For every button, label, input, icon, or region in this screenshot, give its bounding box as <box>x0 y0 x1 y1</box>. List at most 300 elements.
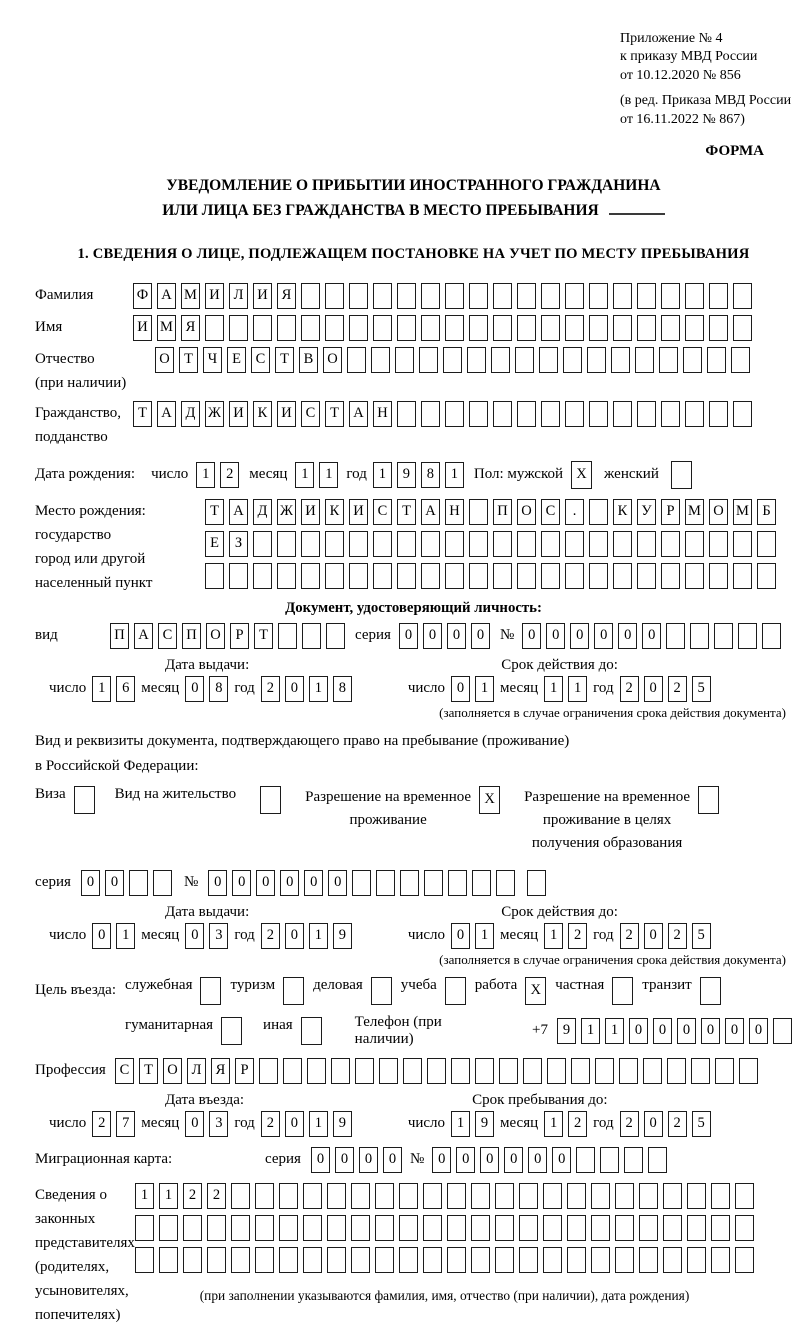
char-box[interactable]: 2 <box>261 1111 280 1137</box>
char-box[interactable] <box>613 401 632 427</box>
char-box[interactable]: 0 <box>304 870 323 896</box>
char-box[interactable]: Т <box>325 401 344 427</box>
char-box[interactable]: С <box>301 401 320 427</box>
char-box[interactable]: 0 <box>92 923 111 949</box>
char-box[interactable] <box>517 315 536 341</box>
char-box[interactable]: И <box>205 283 224 309</box>
char-box[interactable]: 0 <box>311 1147 330 1173</box>
char-box[interactable] <box>611 347 630 373</box>
char-box[interactable] <box>661 531 680 557</box>
char-box[interactable]: 6 <box>116 676 135 702</box>
char-box[interactable] <box>325 531 344 557</box>
char-box[interactable]: 0 <box>522 623 541 649</box>
char-box[interactable]: 1 <box>159 1183 178 1209</box>
char-box[interactable]: А <box>421 499 440 525</box>
char-box[interactable] <box>493 531 512 557</box>
char-box[interactable]: 1 <box>92 676 111 702</box>
char-box[interactable]: 1 <box>116 923 135 949</box>
char-box[interactable] <box>739 1058 758 1084</box>
char-box[interactable]: О <box>155 347 174 373</box>
char-box[interactable]: 2 <box>220 462 239 488</box>
char-box[interactable] <box>567 1247 586 1273</box>
char-box[interactable]: Я <box>181 315 200 341</box>
char-box[interactable]: 0 <box>642 623 661 649</box>
char-box[interactable] <box>278 623 297 649</box>
char-box[interactable]: 2 <box>183 1183 202 1209</box>
char-box[interactable]: С <box>373 499 392 525</box>
char-box[interactable] <box>624 1147 643 1173</box>
char-box[interactable] <box>325 315 344 341</box>
char-box[interactable] <box>253 563 272 589</box>
char-box[interactable] <box>253 315 272 341</box>
char-box[interactable] <box>375 1247 394 1273</box>
char-box[interactable]: У <box>637 499 656 525</box>
char-box[interactable] <box>711 1247 730 1273</box>
char-box[interactable]: 0 <box>528 1147 547 1173</box>
char-box[interactable] <box>399 1183 418 1209</box>
char-box[interactable] <box>711 1183 730 1209</box>
char-box[interactable] <box>231 1183 250 1209</box>
char-box[interactable]: И <box>349 499 368 525</box>
char-box[interactable]: 0 <box>383 1147 402 1173</box>
char-box[interactable]: 0 <box>185 923 204 949</box>
char-box[interactable] <box>423 1215 442 1241</box>
char-box[interactable]: Т <box>397 499 416 525</box>
char-box[interactable] <box>301 315 320 341</box>
char-box[interactable]: А <box>229 499 248 525</box>
char-box[interactable] <box>253 531 272 557</box>
char-box[interactable]: Л <box>187 1058 206 1084</box>
checkbox-cell[interactable]: X <box>479 786 500 814</box>
checkbox-cell[interactable] <box>371 977 392 1005</box>
char-box[interactable] <box>541 283 560 309</box>
char-box[interactable] <box>397 531 416 557</box>
char-box[interactable]: 0 <box>629 1018 648 1044</box>
char-box[interactable] <box>661 563 680 589</box>
char-box[interactable] <box>279 1215 298 1241</box>
char-box[interactable]: О <box>517 499 536 525</box>
char-box[interactable] <box>376 870 395 896</box>
char-box[interactable]: Ж <box>205 401 224 427</box>
char-box[interactable] <box>493 315 512 341</box>
char-box[interactable]: И <box>229 401 248 427</box>
char-box[interactable]: О <box>323 347 342 373</box>
char-box[interactable]: Р <box>661 499 680 525</box>
char-box[interactable]: Ч <box>203 347 222 373</box>
char-box[interactable]: Н <box>373 401 392 427</box>
char-box[interactable] <box>495 1183 514 1209</box>
char-box[interactable]: 0 <box>335 1147 354 1173</box>
char-box[interactable]: Р <box>230 623 249 649</box>
char-box[interactable] <box>427 1058 446 1084</box>
char-box[interactable]: 5 <box>692 923 711 949</box>
char-box[interactable]: 0 <box>644 1111 663 1137</box>
char-box[interactable] <box>709 283 728 309</box>
char-box[interactable] <box>687 1247 706 1273</box>
char-box[interactable]: 0 <box>359 1147 378 1173</box>
char-box[interactable] <box>153 870 172 896</box>
char-box[interactable]: 0 <box>504 1147 523 1173</box>
char-box[interactable] <box>541 315 560 341</box>
char-box[interactable] <box>499 1058 518 1084</box>
char-box[interactable] <box>773 1018 792 1044</box>
char-box[interactable] <box>467 347 486 373</box>
char-box[interactable]: 0 <box>256 870 275 896</box>
char-box[interactable]: Ж <box>277 499 296 525</box>
char-box[interactable]: 0 <box>644 923 663 949</box>
char-box[interactable]: Т <box>133 401 152 427</box>
char-box[interactable] <box>517 531 536 557</box>
char-box[interactable]: 0 <box>399 623 418 649</box>
char-box[interactable]: Я <box>211 1058 230 1084</box>
char-box[interactable]: 3 <box>209 1111 228 1137</box>
char-box[interactable] <box>303 1247 322 1273</box>
char-box[interactable] <box>539 347 558 373</box>
char-box[interactable] <box>685 563 704 589</box>
char-box[interactable]: А <box>157 283 176 309</box>
char-box[interactable] <box>685 531 704 557</box>
char-box[interactable]: 1 <box>605 1018 624 1044</box>
char-box[interactable]: 2 <box>261 923 280 949</box>
char-box[interactable] <box>757 531 776 557</box>
char-box[interactable]: 0 <box>447 623 466 649</box>
char-box[interactable] <box>663 1183 682 1209</box>
char-box[interactable] <box>421 283 440 309</box>
char-box[interactable]: 2 <box>620 1111 639 1137</box>
char-box[interactable]: Е <box>205 531 224 557</box>
char-box[interactable]: 0 <box>471 623 490 649</box>
char-box[interactable]: И <box>301 499 320 525</box>
char-box[interactable] <box>541 563 560 589</box>
char-box[interactable]: К <box>613 499 632 525</box>
char-box[interactable] <box>277 531 296 557</box>
char-box[interactable] <box>565 315 584 341</box>
char-box[interactable]: 2 <box>620 676 639 702</box>
char-box[interactable] <box>421 563 440 589</box>
char-box[interactable] <box>301 283 320 309</box>
char-box[interactable] <box>683 347 702 373</box>
char-box[interactable] <box>543 1215 562 1241</box>
char-box[interactable] <box>183 1247 202 1273</box>
char-box[interactable] <box>469 531 488 557</box>
char-box[interactable] <box>565 531 584 557</box>
char-box[interactable]: Е <box>227 347 246 373</box>
char-box[interactable] <box>327 1247 346 1273</box>
char-box[interactable] <box>349 315 368 341</box>
char-box[interactable] <box>349 563 368 589</box>
char-box[interactable]: 0 <box>185 676 204 702</box>
char-box[interactable] <box>541 401 560 427</box>
char-box[interactable] <box>229 563 248 589</box>
char-box[interactable] <box>589 315 608 341</box>
char-box[interactable] <box>424 870 443 896</box>
char-box[interactable] <box>231 1215 250 1241</box>
char-box[interactable]: К <box>253 401 272 427</box>
char-box[interactable] <box>515 347 534 373</box>
char-box[interactable] <box>543 1183 562 1209</box>
char-box[interactable] <box>517 283 536 309</box>
char-box[interactable] <box>576 1147 595 1173</box>
char-box[interactable]: А <box>157 401 176 427</box>
char-box[interactable] <box>349 283 368 309</box>
char-box[interactable] <box>351 1215 370 1241</box>
char-box[interactable] <box>735 1183 754 1209</box>
char-box[interactable] <box>541 531 560 557</box>
char-box[interactable] <box>472 870 491 896</box>
char-box[interactable]: 1 <box>451 1111 470 1137</box>
char-box[interactable] <box>373 531 392 557</box>
char-box[interactable] <box>663 1247 682 1273</box>
char-box[interactable]: 2 <box>261 676 280 702</box>
char-box[interactable]: А <box>349 401 368 427</box>
char-box[interactable] <box>421 401 440 427</box>
char-box[interactable]: 9 <box>333 1111 352 1137</box>
char-box[interactable] <box>491 347 510 373</box>
char-box[interactable]: 2 <box>668 923 687 949</box>
char-box[interactable] <box>565 563 584 589</box>
char-box[interactable] <box>661 315 680 341</box>
char-box[interactable]: И <box>277 401 296 427</box>
char-box[interactable] <box>421 531 440 557</box>
char-box[interactable] <box>496 870 515 896</box>
char-box[interactable]: 0 <box>570 623 589 649</box>
char-box[interactable] <box>519 1215 538 1241</box>
char-box[interactable] <box>301 531 320 557</box>
char-box[interactable]: 2 <box>668 676 687 702</box>
char-box[interactable] <box>303 1215 322 1241</box>
char-box[interactable]: 5 <box>692 676 711 702</box>
char-box[interactable] <box>302 623 321 649</box>
char-box[interactable] <box>519 1183 538 1209</box>
char-box[interactable] <box>587 347 606 373</box>
char-box[interactable]: М <box>685 499 704 525</box>
char-box[interactable]: Т <box>254 623 273 649</box>
char-box[interactable] <box>447 1247 466 1273</box>
char-box[interactable] <box>371 347 390 373</box>
char-box[interactable]: 1 <box>568 676 587 702</box>
char-box[interactable]: 0 <box>432 1147 451 1173</box>
char-box[interactable]: Т <box>139 1058 158 1084</box>
char-box[interactable]: 7 <box>116 1111 135 1137</box>
checkbox-cell[interactable] <box>221 1017 242 1045</box>
char-box[interactable] <box>565 401 584 427</box>
char-box[interactable] <box>229 315 248 341</box>
char-box[interactable]: 2 <box>668 1111 687 1137</box>
char-box[interactable] <box>349 531 368 557</box>
char-box[interactable] <box>397 283 416 309</box>
char-box[interactable] <box>469 283 488 309</box>
char-box[interactable] <box>661 401 680 427</box>
char-box[interactable] <box>733 531 752 557</box>
char-box[interactable] <box>355 1058 374 1084</box>
char-box[interactable] <box>563 347 582 373</box>
char-box[interactable] <box>565 283 584 309</box>
char-box[interactable] <box>663 1215 682 1241</box>
char-box[interactable] <box>469 563 488 589</box>
char-box[interactable]: С <box>158 623 177 649</box>
char-box[interactable]: Д <box>253 499 272 525</box>
char-box[interactable]: 2 <box>207 1183 226 1209</box>
char-box[interactable] <box>205 315 224 341</box>
char-box[interactable] <box>307 1058 326 1084</box>
char-box[interactable] <box>373 563 392 589</box>
char-box[interactable] <box>648 1147 667 1173</box>
char-box[interactable]: 0 <box>749 1018 768 1044</box>
char-box[interactable] <box>685 283 704 309</box>
char-box[interactable] <box>495 1247 514 1273</box>
char-box[interactable] <box>325 563 344 589</box>
char-box[interactable] <box>733 401 752 427</box>
char-box[interactable] <box>613 315 632 341</box>
char-box[interactable]: 0 <box>185 1111 204 1137</box>
char-box[interactable] <box>283 1058 302 1084</box>
char-box[interactable]: И <box>253 283 272 309</box>
char-box[interactable]: 0 <box>594 623 613 649</box>
char-box[interactable]: 0 <box>552 1147 571 1173</box>
char-box[interactable] <box>615 1247 634 1273</box>
char-box[interactable] <box>347 347 366 373</box>
char-box[interactable]: 2 <box>92 1111 111 1137</box>
char-box[interactable]: 8 <box>209 676 228 702</box>
checkbox-cell[interactable] <box>671 461 692 489</box>
char-box[interactable] <box>451 1058 470 1084</box>
char-box[interactable] <box>255 1215 274 1241</box>
char-box[interactable] <box>691 1058 710 1084</box>
char-box[interactable] <box>615 1215 634 1241</box>
char-box[interactable] <box>517 563 536 589</box>
char-box[interactable] <box>659 347 678 373</box>
char-box[interactable] <box>595 1058 614 1084</box>
checkbox-cell[interactable] <box>445 977 466 1005</box>
char-box[interactable]: А <box>134 623 153 649</box>
char-box[interactable] <box>709 401 728 427</box>
char-box[interactable]: 1 <box>373 462 392 488</box>
char-box[interactable] <box>600 1147 619 1173</box>
char-box[interactable]: 0 <box>725 1018 744 1044</box>
char-box[interactable] <box>685 315 704 341</box>
char-box[interactable]: 1 <box>196 462 215 488</box>
char-box[interactable] <box>397 315 416 341</box>
char-box[interactable] <box>351 1183 370 1209</box>
char-box[interactable] <box>591 1215 610 1241</box>
char-box[interactable]: 0 <box>81 870 100 896</box>
char-box[interactable] <box>613 283 632 309</box>
char-box[interactable] <box>643 1058 662 1084</box>
char-box[interactable] <box>327 1215 346 1241</box>
char-box[interactable] <box>619 1058 638 1084</box>
char-box[interactable] <box>279 1183 298 1209</box>
char-box[interactable] <box>733 315 752 341</box>
char-box[interactable] <box>159 1247 178 1273</box>
char-box[interactable] <box>547 1058 566 1084</box>
char-box[interactable]: 0 <box>456 1147 475 1173</box>
char-box[interactable]: 1 <box>135 1183 154 1209</box>
char-box[interactable] <box>591 1247 610 1273</box>
checkbox-cell[interactable] <box>260 786 281 814</box>
char-box[interactable] <box>517 401 536 427</box>
char-box[interactable] <box>443 347 462 373</box>
char-box[interactable] <box>685 401 704 427</box>
char-box[interactable]: З <box>229 531 248 557</box>
char-box[interactable] <box>757 563 776 589</box>
char-box[interactable] <box>637 283 656 309</box>
char-box[interactable] <box>135 1247 154 1273</box>
checkbox-cell[interactable] <box>283 977 304 1005</box>
char-box[interactable]: 1 <box>544 923 563 949</box>
char-box[interactable] <box>639 1247 658 1273</box>
char-box[interactable] <box>129 870 148 896</box>
char-box[interactable]: О <box>709 499 728 525</box>
char-box[interactable]: 2 <box>568 923 587 949</box>
char-box[interactable] <box>637 401 656 427</box>
char-box[interactable]: С <box>251 347 270 373</box>
char-box[interactable]: 1 <box>445 462 464 488</box>
char-box[interactable]: П <box>182 623 201 649</box>
char-box[interactable] <box>735 1247 754 1273</box>
char-box[interactable]: 0 <box>423 623 442 649</box>
char-box[interactable] <box>475 1058 494 1084</box>
char-box[interactable]: 0 <box>451 676 470 702</box>
char-box[interactable]: М <box>181 283 200 309</box>
char-box[interactable]: 1 <box>544 1111 563 1137</box>
char-box[interactable] <box>447 1215 466 1241</box>
char-box[interactable] <box>711 1215 730 1241</box>
char-box[interactable]: 0 <box>677 1018 696 1044</box>
char-box[interactable] <box>399 1247 418 1273</box>
char-box[interactable]: 9 <box>333 923 352 949</box>
char-box[interactable] <box>567 1215 586 1241</box>
char-box[interactable]: 0 <box>653 1018 672 1044</box>
char-box[interactable]: Т <box>205 499 224 525</box>
char-box[interactable] <box>423 1247 442 1273</box>
char-box[interactable]: Р <box>235 1058 254 1084</box>
char-box[interactable] <box>395 347 414 373</box>
char-box[interactable] <box>403 1058 422 1084</box>
char-box[interactable]: Т <box>179 347 198 373</box>
char-box[interactable]: Ф <box>133 283 152 309</box>
char-box[interactable]: 9 <box>397 462 416 488</box>
char-box[interactable]: 0 <box>644 676 663 702</box>
char-box[interactable]: И <box>133 315 152 341</box>
char-box[interactable] <box>493 283 512 309</box>
char-box[interactable] <box>635 347 654 373</box>
char-box[interactable] <box>301 563 320 589</box>
char-box[interactable]: 0 <box>232 870 251 896</box>
char-box[interactable]: 1 <box>309 923 328 949</box>
char-box[interactable]: 0 <box>618 623 637 649</box>
char-box[interactable]: 0 <box>546 623 565 649</box>
char-box[interactable] <box>687 1215 706 1241</box>
char-box[interactable]: 9 <box>557 1018 576 1044</box>
checkbox-cell[interactable]: X <box>571 461 592 489</box>
char-box[interactable]: П <box>493 499 512 525</box>
char-box[interactable] <box>615 1183 634 1209</box>
char-box[interactable] <box>373 315 392 341</box>
char-box[interactable] <box>613 531 632 557</box>
char-box[interactable] <box>255 1247 274 1273</box>
char-box[interactable]: 2 <box>620 923 639 949</box>
char-box[interactable]: К <box>325 499 344 525</box>
char-box[interactable]: Л <box>229 283 248 309</box>
char-box[interactable]: Я <box>277 283 296 309</box>
char-box[interactable] <box>567 1183 586 1209</box>
char-box[interactable]: 1 <box>295 462 314 488</box>
char-box[interactable] <box>303 1183 322 1209</box>
char-box[interactable] <box>589 531 608 557</box>
char-box[interactable]: 1 <box>581 1018 600 1044</box>
char-box[interactable]: 2 <box>568 1111 587 1137</box>
char-box[interactable] <box>738 623 757 649</box>
